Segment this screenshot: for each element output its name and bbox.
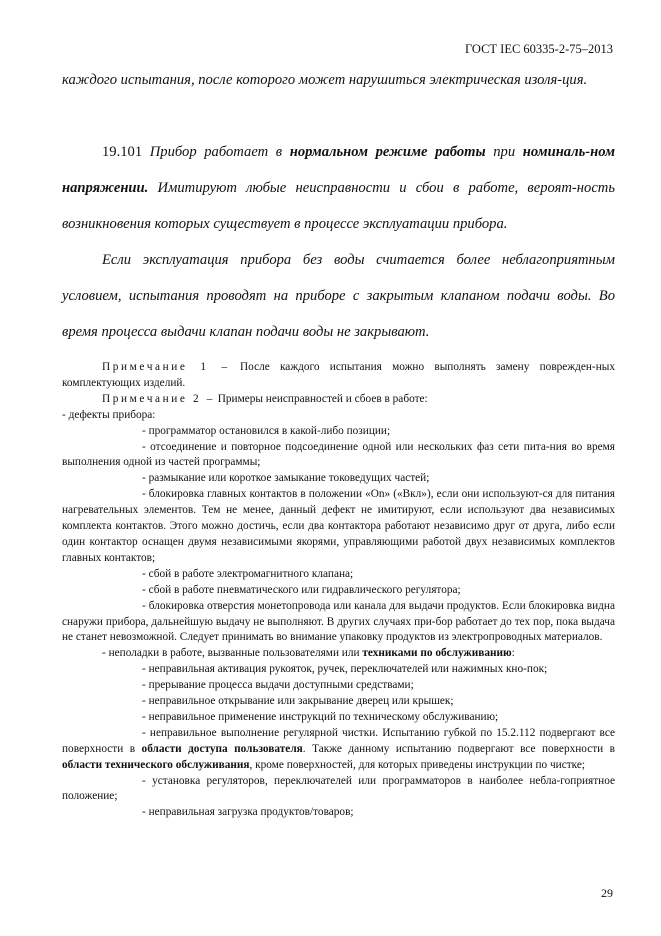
water-paragraph: Если эксплуатация прибора без воды считается более неблагоприятным условием, испытания проводят на приборе с закрытым клапаном подачи воды. Во время процесса выдачи клапан подачи воды не закрывают.	[62, 252, 615, 340]
clause-19-101	[62, 134, 615, 350]
user-heading-a: - неполадки в работе, вызванные пользователями или	[102, 647, 360, 660]
continuation-paragraph: каждого испытания, после которого может нарушиться электрическая изоля-ция.	[62, 72, 588, 88]
term-rated-voltage: номиналь-ном напряжении.	[62, 144, 615, 196]
user-fault-item: - неправильное применение инструкций по техническому обслуживанию;	[142, 710, 499, 723]
note-1	[62, 360, 615, 392]
term-user-access-area: области доступа пользователя	[141, 742, 303, 755]
u5-text-a: - неправильное выполнение регулярной чистки. Испытанию губкой по 15.2.112 подвергают все поверхности в	[62, 726, 615, 755]
defect-item: - программатор остановился в какой-либо позиции;	[142, 424, 391, 437]
term-normal-operation: нормальном режиме работы	[289, 144, 486, 160]
note-2-text: Примеры неисправностей и сбоев в работе:	[217, 392, 428, 405]
user-heading-c: :	[511, 647, 515, 660]
notes-block	[62, 360, 615, 821]
page-number: 29	[601, 886, 613, 900]
defects-heading: - дефекты прибора:	[62, 408, 156, 421]
user-fault-item: - прерывание процесса выдачи доступными средствами;	[142, 679, 414, 692]
defect-item: - блокировка отверстия монетопровода или канала для выдачи продуктов. Если блокировка видна снаружи прибора, дальнейшую выдачу не выполняют. В других случаях при-бор работает до тех пор, пока выдача не станет невозможной. Следует принимать во внимание упаковку продуктов из электропроводных материалов.	[62, 599, 615, 644]
user-fault-item-cleaning	[62, 726, 615, 774]
u5-text-c: . Также данному испытанию подвергают все поверхности в	[302, 742, 616, 755]
user-fault-item: - установка регуляторов, переключателей или программаторов в наиболее небла-гоприятное положение;	[62, 774, 615, 803]
clause-text-a: Прибор работает в	[149, 144, 283, 160]
document-header: ГОСТ IEC 60335-2-75–2013	[464, 42, 613, 56]
defect-item: - сбой в работе пневматического или гидравлического регулятора;	[142, 583, 461, 596]
clause-text-c: при	[493, 144, 516, 160]
note-1-text: После каждого испытания можно выполнять замену поврежден-ных комплектующих изделий.	[62, 361, 615, 389]
term-service-persons: техниками по обслуживанию	[362, 647, 512, 660]
defect-item: - размыкание или короткое замыкание токоведущих частей;	[142, 472, 430, 485]
defect-item: - сбой в работе электромагнитного клапана;	[142, 567, 354, 580]
user-fault-item: - неправильное открывание или закрывание дверец или крышек;	[142, 695, 454, 708]
clause-paragraph	[62, 134, 615, 242]
note-1-label: Примечание 1 –	[102, 361, 230, 373]
u5-text-e: , кроме поверхностей, для которых приведены инструкции по чистке;	[249, 758, 586, 771]
user-fault-item: - неправильная загрузка продуктов/товаров;	[142, 806, 354, 819]
user-fault-item: - неправильная активация рукояток, ручек, переключателей или нажимных кно-пок;	[142, 663, 548, 676]
note-2	[62, 392, 615, 408]
note-2-label: Примечание 2 –	[102, 392, 215, 405]
clause-text-d: Имитируют любые неисправности и сбои в работе, вероят-ность возникновения которых существует в процессе эксплуатации прибора.	[62, 180, 615, 232]
user-faults-heading	[62, 646, 615, 662]
clause-number: 19.101	[102, 144, 143, 160]
term-service-area: области технического обслуживания	[62, 758, 250, 771]
defect-item: - блокировка главных контактов в положении «On» («Вкл»), если они используют-ся для питания нагревательных элементов. Тем не менее, данный дефект не имитируют, если используют два независимых комплекта контактов. Этого можно достичь, если два контактора работают независимо друг от друга, либо если один контактор оснащен двумя независимыми якорями, управляющими работой двух независимых комплектов главных контактов;	[62, 488, 615, 564]
main-text	[62, 62, 615, 98]
defect-item: - отсоединение и повторное подсоединение одной или нескольких фаз сети пита-ния во время выполнения одной из частей программы;	[62, 440, 615, 469]
